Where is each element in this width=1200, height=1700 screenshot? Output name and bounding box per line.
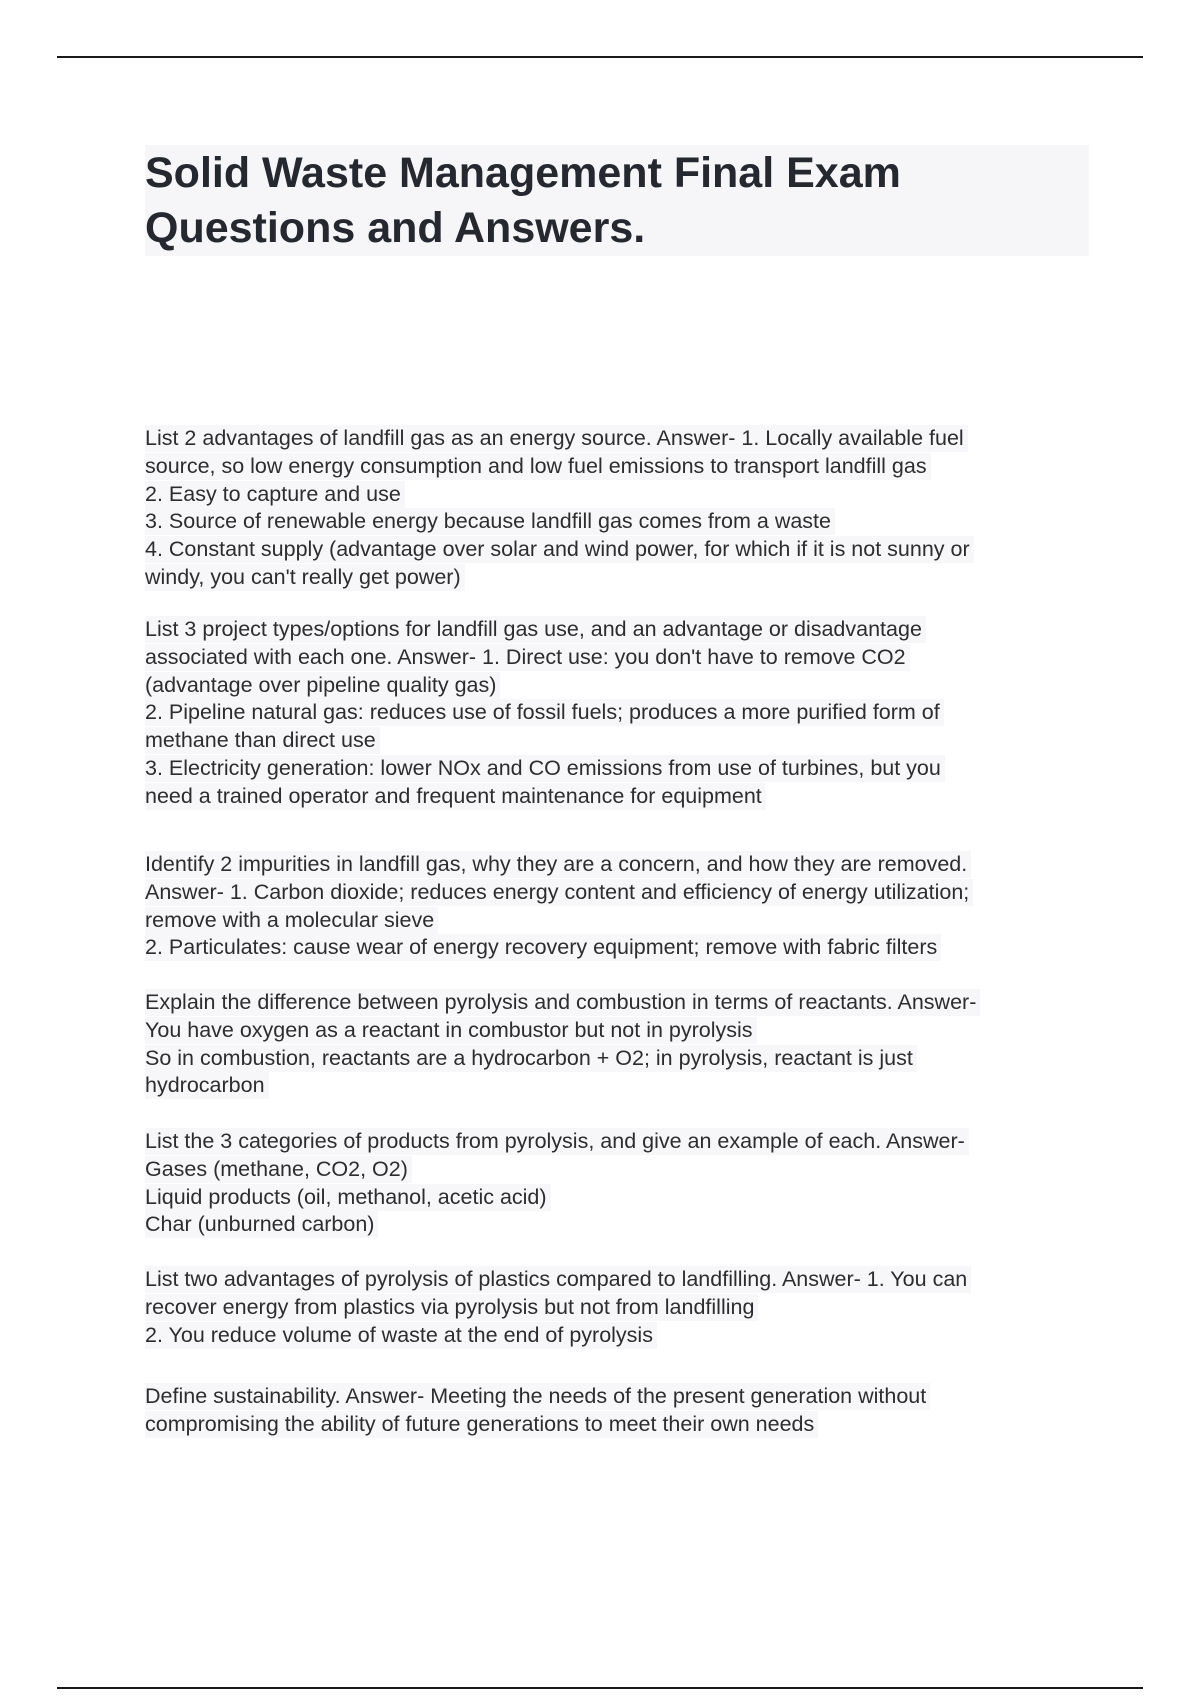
title-line: Questions and Answers.	[145, 204, 646, 252]
qa-line: You have oxygen as a reactant in combustor but not in pyrolysis	[145, 1017, 757, 1044]
qa-line: Identify 2 impurities in landfill gas, why they are a concern, and how they are removed.	[145, 851, 971, 878]
qa-line: Gases (methane, CO2, O2)	[145, 1156, 412, 1183]
qa-line: hydrocarbon	[145, 1072, 269, 1099]
qa-line: List the 3 categories of products from pyrolysis, and give an example of each. Answer-	[145, 1128, 969, 1155]
qa-line: remove with a molecular sieve	[145, 907, 438, 934]
qa-line: 3. Source of renewable energy because landfill gas comes from a waste	[145, 508, 835, 535]
qa-line: Define sustainability. Answer- Meeting the needs of the present generation without	[145, 1383, 930, 1410]
qa-line: compromising the ability of future generations to meet their own needs	[145, 1411, 818, 1438]
qa-line: So in combustion, reactants are a hydrocarbon + O2; in pyrolysis, reactant is just	[145, 1045, 917, 1072]
qa-line: 2. Particulates: cause wear of energy recovery equipment; remove with fabric filters	[145, 934, 941, 961]
qa-line: windy, you can't really get power)	[145, 564, 465, 591]
document-title	[145, 145, 1089, 256]
qa-line: methane than direct use	[145, 727, 380, 754]
qa-line: Answer- 1. Carbon dioxide; reduces energy content and efficiency of energy utilization;	[145, 879, 973, 906]
qa-line: source, so low energy consumption and low fuel emissions to transport landfill gas	[145, 453, 931, 480]
qa-line: 2. Pipeline natural gas: reduces use of fossil fuels; produces a more purified form of	[145, 699, 944, 726]
qa-line: Char (unburned carbon)	[145, 1211, 378, 1238]
qa-line: 3. Electricity generation: lower NOx and CO emissions from use of turbines, but you	[145, 755, 945, 782]
bottom-rule	[57, 1687, 1143, 1689]
qa-line: 2. Easy to capture and use	[145, 481, 405, 508]
qa-line: List two advantages of pyrolysis of plastics compared to landfilling. Answer- 1. You can	[145, 1266, 971, 1293]
qa-line: associated with each one. Answer- 1. Direct use: you don't have to remove CO2	[145, 644, 910, 671]
title-line: Solid Waste Management Final Exam	[145, 149, 901, 197]
top-rule	[57, 56, 1143, 58]
qa-line: List 2 advantages of landfill gas as an energy source. Answer- 1. Locally available fuel	[145, 425, 968, 452]
qa-line: List 3 project types/options for landfill gas use, and an advantage or disadvantage	[145, 616, 926, 643]
qa-line: Liquid products (oil, methanol, acetic acid)	[145, 1184, 551, 1211]
qa-line: Explain the difference between pyrolysis and combustion in terms of reactants. Answer-	[145, 989, 980, 1016]
qa-line: 4. Constant supply (advantage over solar and wind power, for which if it is not sunny or	[145, 536, 974, 563]
qa-line: 2. You reduce volume of waste at the end of pyrolysis	[145, 1322, 657, 1349]
qa-line: need a trained operator and frequent maintenance for equipment	[145, 783, 766, 810]
qa-line: (advantage over pipeline quality gas)	[145, 672, 500, 699]
qa-line: recover energy from plastics via pyrolysis but not from landfilling	[145, 1294, 758, 1321]
